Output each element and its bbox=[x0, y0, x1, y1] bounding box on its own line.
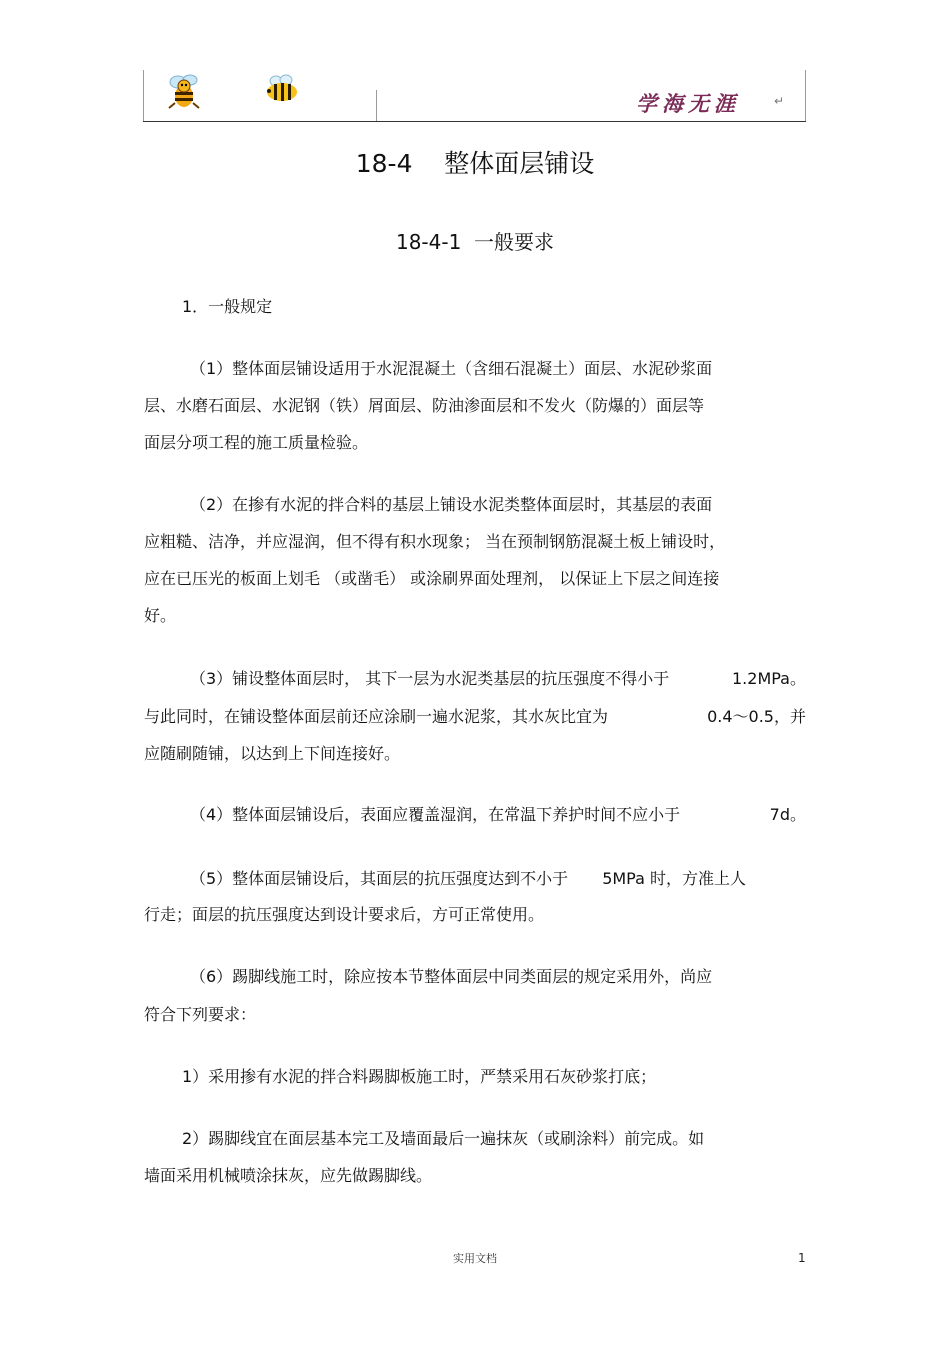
paragraph-2-line-1: （2）在掺有水泥的拌合料的基层上铺设水泥类整体面层时，其基层的表面 bbox=[190, 495, 713, 514]
paragraph-mark-icon: ↵ bbox=[774, 94, 785, 108]
paragraph-5-value: 5MPa 时，方准上人 bbox=[602, 869, 746, 888]
paragraph-4-value: 7d。 bbox=[769, 805, 806, 824]
paragraph-3-line-1-text: （3）铺设整体面层时， 其下一层为水泥类基层的抗压强度不得小于 bbox=[190, 669, 670, 688]
paragraph-6-line-2: 符合下列要求： bbox=[144, 1005, 257, 1024]
header-motto: 学海无涯 bbox=[636, 91, 740, 116]
paragraph-5-text: （5）整体面层铺设后，其面层的抗压强度达到不小于 bbox=[190, 869, 569, 888]
striped-bee-icon bbox=[262, 74, 302, 104]
paragraph-3-line-1-value: 1.2MPa。 bbox=[732, 669, 806, 688]
cartoon-bee-icon bbox=[163, 70, 205, 112]
list-item-2-line-1: 2）踢脚线宜在面层基本完工及墙面最后一遍抹灰（或刷涂料）前完成。如 bbox=[182, 1129, 705, 1148]
page-title: 18-4 整体面层铺设 bbox=[355, 149, 595, 178]
header-right-border bbox=[805, 70, 806, 122]
section-subtitle: 18-4-1 一般要求 bbox=[395, 230, 555, 254]
page-number: 1 bbox=[798, 1251, 806, 1265]
paragraph-4-text: （4）整体面层铺设后，表面应覆盖湿润，在常温下养护时间不应小于 bbox=[190, 805, 681, 824]
paragraph-3-line-1 bbox=[190, 666, 806, 692]
header-left-border bbox=[143, 70, 144, 122]
paragraph-1-line-1: （1）整体面层铺设适用于水泥混凝土（含细石混凝土）面层、水泥砂浆面 bbox=[190, 359, 713, 378]
list-item-2-line-2: 墙面采用机械喷涂抹灰，应先做踢脚线。 bbox=[144, 1166, 433, 1185]
paragraph-2-line-3: 应在已压光的板面上划毛 （或凿毛） 或涂刷界面处理剂， 以保证上下层之间连接 bbox=[144, 569, 720, 588]
paragraph-1-line-2: 层、水磨石面层、水泥钢（铁）屑面层、防油渗面层和不发火（防爆的）面层等 bbox=[144, 396, 705, 415]
paragraph-3-line-2-text: 与此同时，在铺设整体面层前还应涂刷一遍水泥浆，其水灰比宜为 bbox=[144, 707, 609, 726]
paragraph-3-line-3: 应随刷随铺，以达到上下间连接好。 bbox=[144, 744, 401, 763]
paragraph-2-line-2: 应粗糙、洁净，并应湿润，但不得有积水现象； 当在预制钢筋混凝土板上铺设时， bbox=[144, 532, 726, 551]
list-item-1: 1）采用掺有水泥的拌合料踢脚板施工时，严禁采用石灰砂浆打底； bbox=[182, 1067, 657, 1086]
paragraph-3-line-2 bbox=[144, 704, 806, 730]
paragraph-1-line-3: 面层分项工程的施工质量检验。 bbox=[144, 433, 369, 452]
paragraph-5-line-2: 行走；面层的抗压强度达到设计要求后，方可正常使用。 bbox=[144, 905, 545, 924]
paragraph-4-line-1 bbox=[190, 802, 806, 828]
paragraph-5-line-1 bbox=[190, 866, 806, 892]
section-heading: 1．一般规定 bbox=[182, 297, 273, 316]
header-divider bbox=[376, 90, 377, 122]
paragraph-6-line-1: （6）踢脚线施工时，除应按本节整体面层中同类面层的规定采用外，尚应 bbox=[190, 967, 713, 986]
footer-label: 实用文档 bbox=[453, 1252, 497, 1265]
paragraph-2-line-4: 好。 bbox=[144, 606, 177, 625]
paragraph-3-line-2-value: 0.4～0.5，并 bbox=[707, 707, 806, 726]
